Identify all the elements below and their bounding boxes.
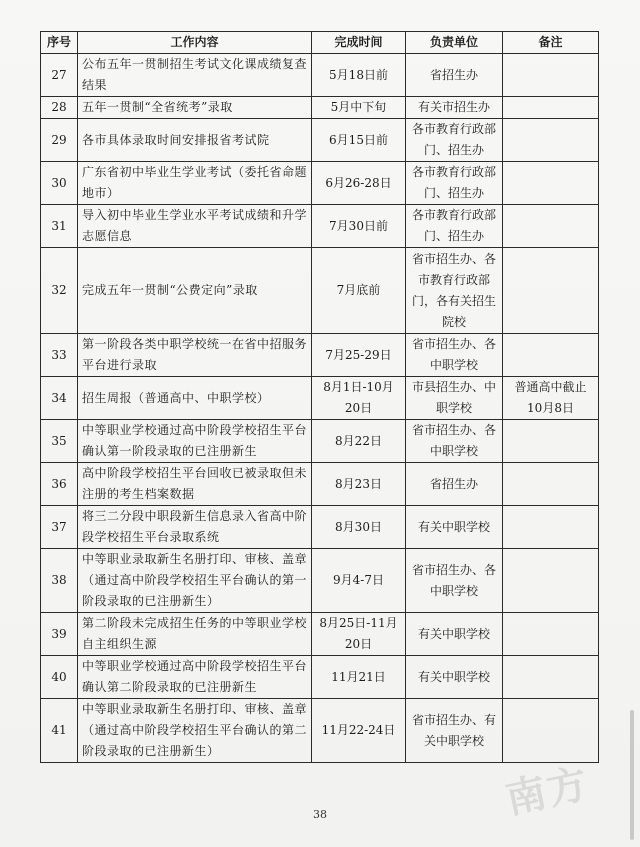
row-unit: 省市招生办、各中职学校 (406, 420, 503, 463)
row-time: 7月底前 (312, 248, 406, 334)
table-row (41, 699, 599, 763)
header-task: 工作内容 (78, 32, 312, 54)
row-note (503, 699, 599, 763)
row-unit: 有关中职学校 (406, 656, 503, 699)
row-number: 32 (41, 248, 78, 334)
row-note (503, 248, 599, 334)
row-number: 28 (41, 97, 78, 119)
row-unit: 有关中职学校 (406, 506, 503, 549)
table-row (41, 119, 599, 162)
row-time: 11月22-24日 (312, 699, 406, 763)
table-row (41, 549, 599, 613)
row-number: 40 (41, 656, 78, 699)
table-row (41, 97, 599, 119)
row-task: 各市具体录取时间安排报省考试院 (78, 119, 312, 162)
page-number: 38 (313, 808, 327, 821)
row-unit: 省市招生办、有关中职学校 (406, 699, 503, 763)
row-number: 36 (41, 463, 78, 506)
row-number: 39 (41, 613, 78, 656)
row-number: 27 (41, 54, 78, 97)
table-row (41, 248, 599, 334)
row-task: 中等职业学校通过高中阶段学校招生平台确认第一阶段录取的已注册新生 (78, 420, 312, 463)
row-note (503, 656, 599, 699)
table-row (41, 162, 599, 205)
header-note: 备注 (503, 32, 599, 54)
row-number: 37 (41, 506, 78, 549)
table-row (41, 420, 599, 463)
row-task: 五年一贯制“全省统考”录取 (78, 97, 312, 119)
row-number: 31 (41, 205, 78, 248)
header-unit: 负责单位 (406, 32, 503, 54)
table-body (41, 54, 599, 763)
row-number: 33 (41, 334, 78, 377)
row-unit: 各市教育行政部门、招生办 (406, 162, 503, 205)
row-number: 30 (41, 162, 78, 205)
row-time: 8月25日-11月20日 (312, 613, 406, 656)
scrollbar-thumb[interactable] (630, 710, 634, 840)
row-task: 中等职业录取新生名册打印、审核、盖章（通过高中阶段学校招生平台确认的第一阶段录取的已注册新生） (78, 549, 312, 613)
row-unit: 省市招生办、各中职学校 (406, 334, 503, 377)
table-row (41, 463, 599, 506)
table-row (41, 334, 599, 377)
row-number: 41 (41, 699, 78, 763)
row-task: 中等职业录取新生名册打印、审核、盖章（通过高中阶段学校招生平台确认的第二阶段录取的已注册新生） (78, 699, 312, 763)
row-task: 导入初中毕业生学业水平考试成绩和升学志愿信息 (78, 205, 312, 248)
row-task: 第二阶段未完成招生任务的中等职业学校自主组织生源 (78, 613, 312, 656)
row-unit: 省招生办 (406, 54, 503, 97)
row-time: 5月18日前 (312, 54, 406, 97)
row-unit: 有关市招生办 (406, 97, 503, 119)
row-task: 公布五年一贯制招生考试文化课成绩复查结果 (78, 54, 312, 97)
row-task: 第一阶段各类中职学校统一在省中招服务平台进行录取 (78, 334, 312, 377)
row-time: 7月30日前 (312, 205, 406, 248)
row-time: 8月23日 (312, 463, 406, 506)
row-number: 38 (41, 549, 78, 613)
row-unit: 各市教育行政部门、招生办 (406, 205, 503, 248)
table-row (41, 613, 599, 656)
row-number: 29 (41, 119, 78, 162)
row-time: 11月21日 (312, 656, 406, 699)
row-unit: 省招生办 (406, 463, 503, 506)
row-note (503, 506, 599, 549)
row-note (503, 97, 599, 119)
row-time: 6月15日前 (312, 119, 406, 162)
row-note (503, 613, 599, 656)
row-time: 5月中下旬 (312, 97, 406, 119)
row-note (503, 463, 599, 506)
row-unit: 省市招生办、各中职学校 (406, 549, 503, 613)
row-note (503, 119, 599, 162)
row-time: 6月26-28日 (312, 162, 406, 205)
table-row (41, 54, 599, 97)
row-unit: 市县招生办、中职学校 (406, 377, 503, 420)
row-unit: 各市教育行政部门、招生办 (406, 119, 503, 162)
row-note: 普通高中截止10月8日 (503, 377, 599, 420)
row-note (503, 205, 599, 248)
header-time: 完成时间 (312, 32, 406, 54)
table-header-row (41, 32, 599, 54)
table-row (41, 377, 599, 420)
header-num: 序号 (41, 32, 78, 54)
row-note (503, 549, 599, 613)
row-task: 将三二分段中职段新生信息录入省高中阶段学校招生平台录取系统 (78, 506, 312, 549)
row-number: 34 (41, 377, 78, 420)
row-time: 8月22日 (312, 420, 406, 463)
row-time: 7月25-29日 (312, 334, 406, 377)
row-note (503, 334, 599, 377)
table-row (41, 506, 599, 549)
row-note (503, 54, 599, 97)
table-row (41, 205, 599, 248)
watermark-logo: 南方 (501, 759, 594, 824)
row-task: 招生周报（普通高中、中职学校） (78, 377, 312, 420)
row-number: 35 (41, 420, 78, 463)
row-unit: 有关中职学校 (406, 613, 503, 656)
schedule-table (40, 31, 599, 763)
row-time: 8月1日-10月20日 (312, 377, 406, 420)
row-task: 高中阶段学校招生平台回收已被录取但未注册的考生档案数据 (78, 463, 312, 506)
row-task: 广东省初中毕业生学业考试（委托省命题地市） (78, 162, 312, 205)
row-time: 8月30日 (312, 506, 406, 549)
row-time: 9月4-7日 (312, 549, 406, 613)
row-note (503, 162, 599, 205)
row-note (503, 420, 599, 463)
table-row (41, 656, 599, 699)
row-unit: 省市招生办、各市教育行政部门，各有关招生院校 (406, 248, 503, 334)
row-task: 中等职业学校通过高中阶段学校招生平台确认第二阶段录取的已注册新生 (78, 656, 312, 699)
row-task: 完成五年一贯制“公费定向”录取 (78, 248, 312, 334)
